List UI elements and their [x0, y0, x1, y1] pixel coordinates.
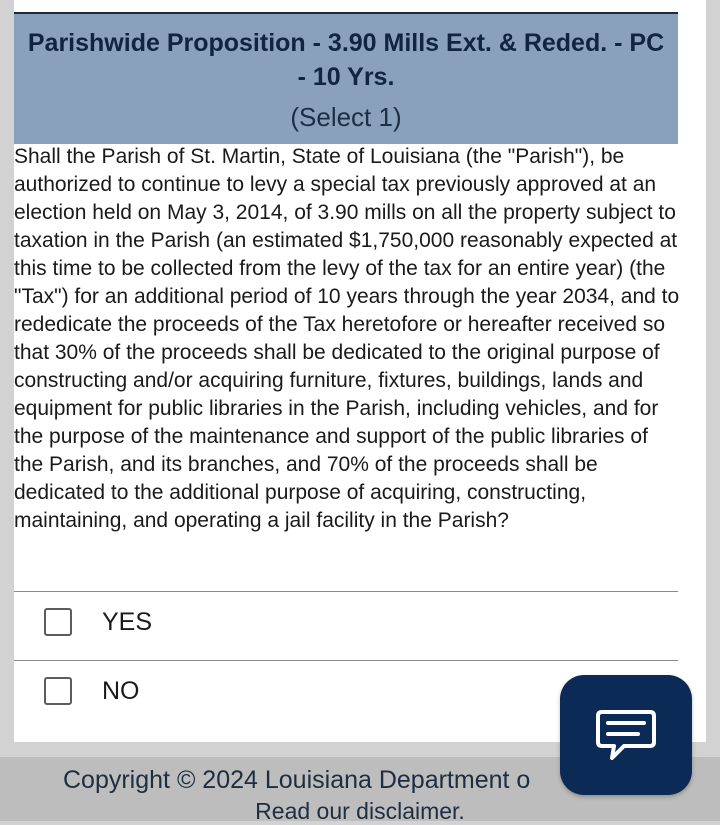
option-no-label: NO	[102, 676, 140, 705]
no-checkbox[interactable]	[44, 677, 72, 705]
copyright-text: Copyright © 2024 Louisiana Department o	[63, 766, 531, 794]
disclaimer-link[interactable]: Read our disclaimer.	[255, 798, 465, 824]
chat-icon	[594, 706, 658, 764]
select-hint: (Select 1)	[290, 102, 402, 132]
option-yes[interactable]	[44, 602, 152, 642]
divider	[14, 591, 678, 592]
divider	[14, 660, 678, 661]
option-yes-label: YES	[102, 607, 153, 636]
yes-checkbox[interactable]	[44, 608, 72, 636]
proposition-question: Shall the Parish of St. Martin, State of Louisiana (the "Parish"), be authorized to continue to levy a special tax previously approved at an election held on May 3, 2014, of 3.90 mills on all the property subject to taxation in the Parish (an estimated $1,750,000 reasonably expected at this time to be collected from the levy of the tax for an entire year) (the "Tax") for an additional period of 10 years through the year 2034, and to rededicate the proceeds of the Tax heretofore or hereafter received so that 30% of the proceeds shall be dedicated to the original purpose of constructing and/or acquiring furniture, fixtures, buildings, lands and equipment for public libraries in the Parish, including vehicles, and for the purpose of the maintenance and support of the public libraries of the Parish, and its branches, and 70% of the proceeds shall be dedicated to the additional purpose of acquiring, constructing, maintaining, and operating a jail facility in the Parish?	[14, 145, 680, 532]
option-no[interactable]	[44, 671, 140, 711]
proposition-title: Parishwide Proposition - 3.90 Mills Ext. & Reded. - PC - 10 Yrs.	[27, 29, 665, 91]
chat-button[interactable]	[560, 675, 692, 795]
proposition-header	[14, 12, 678, 144]
